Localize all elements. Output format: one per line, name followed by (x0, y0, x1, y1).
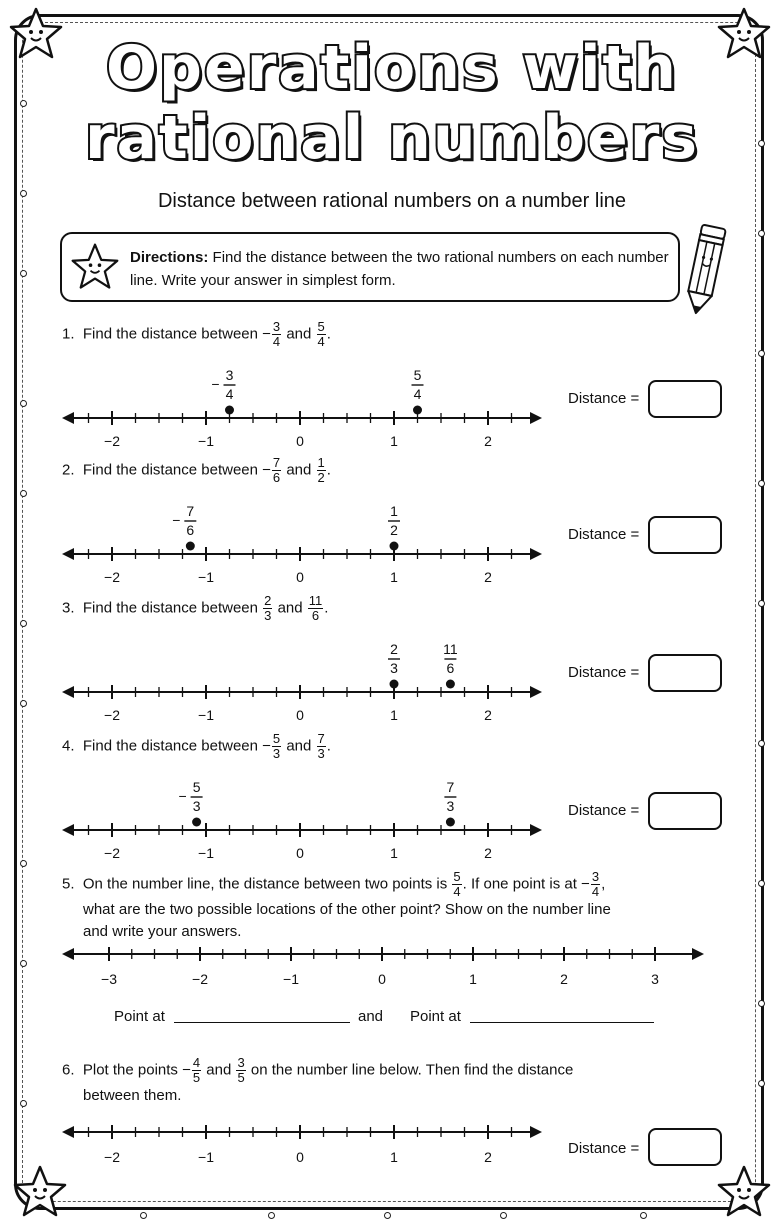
fraction-denominator: 4 (272, 334, 281, 349)
border-dot (758, 350, 765, 357)
point-at-label-2: Point at (410, 1008, 461, 1025)
tick-label: 2 (560, 971, 568, 987)
fraction-denominator: 2 (317, 470, 325, 485)
tick-label: −2 (192, 971, 208, 987)
fraction-a (263, 594, 272, 623)
point-label (443, 641, 458, 676)
problem-6-line2: between them. (83, 1087, 182, 1104)
border-dot (384, 1212, 391, 1219)
tick-label: 2 (484, 707, 492, 723)
tick-label: −2 (104, 707, 120, 723)
point-label (179, 779, 203, 814)
distance-label: Distance = (568, 526, 640, 543)
point-label-denominator: 3 (446, 798, 455, 814)
fraction-numerator: 5 (453, 869, 461, 884)
tick-label: −3 (101, 971, 117, 987)
border-dot (20, 1100, 27, 1107)
tick-label: 2 (484, 433, 492, 449)
problem-5-text2: . If one point is at − (462, 875, 590, 893)
point-label-sign: − (172, 512, 181, 528)
border-dot (758, 230, 765, 237)
tick-label: −1 (198, 707, 214, 723)
tick-label: −2 (104, 845, 120, 861)
page-title-line1: Operations with (106, 33, 678, 103)
fraction-denominator: 5 (192, 1070, 201, 1085)
arrow-right-icon (692, 948, 704, 960)
fraction-denominator: 5 (237, 1070, 245, 1085)
problem-5-text (62, 870, 682, 943)
page-title-line2: rational numbers (84, 103, 700, 173)
tick-label: 1 (390, 845, 398, 861)
point-label (388, 503, 400, 538)
plotted-point (192, 818, 201, 827)
directions-text (130, 246, 670, 292)
point-at-label-1: Point at (114, 1008, 165, 1025)
fraction-numerator: 1 (317, 455, 325, 470)
and-word: and (286, 461, 312, 479)
border-dot (758, 1000, 765, 1007)
tick-label: 0 (378, 971, 386, 987)
plotted-point (413, 406, 422, 415)
point-label-numerator: 3 (225, 367, 234, 383)
fraction-a (272, 456, 281, 485)
tick-label: 0 (296, 1149, 304, 1165)
tick-label: 1 (390, 1149, 398, 1165)
tick-label: 2 (484, 1149, 492, 1165)
point-label-numerator: 1 (390, 503, 398, 519)
problem-end: . (326, 325, 331, 343)
tick-label: −1 (198, 1149, 214, 1165)
fraction-b (317, 732, 326, 761)
plotted-point (225, 406, 234, 415)
border-dot (500, 1212, 507, 1219)
problem-5-line3: and write your answers. (83, 923, 242, 940)
problem-5-text3: , (601, 875, 606, 893)
point-label-numerator: 7 (446, 779, 455, 795)
tick-label: 0 (296, 707, 304, 723)
plotted-point (390, 680, 399, 689)
fraction-denominator: 6 (311, 608, 320, 623)
tick-label: 0 (296, 433, 304, 449)
problem-6-text (62, 1056, 682, 1107)
point-label-numerator: 11 (443, 641, 458, 657)
fraction-denominator: 4 (317, 334, 325, 349)
tick-label: −2 (104, 433, 120, 449)
point-label-denominator: 3 (390, 660, 398, 676)
fraction-denominator: 4 (453, 884, 461, 899)
fraction-a (272, 732, 281, 761)
point-label-numerator: 5 (192, 779, 201, 795)
tick-label: 2 (484, 569, 492, 585)
directions-label: Directions: (130, 249, 209, 266)
border-dot (758, 880, 765, 887)
fraction-numerator: 3 (272, 319, 281, 334)
distance-answer-box[interactable] (648, 1128, 722, 1166)
problem-6-text3: on the number line below. Then find the distance (250, 1061, 574, 1079)
fraction-denominator: 3 (317, 746, 325, 761)
tick-label: −2 (104, 1149, 120, 1165)
fraction-numerator: 5 (272, 731, 281, 746)
arrow-right-icon (530, 686, 542, 698)
problem-4-text (62, 732, 331, 761)
point-label-sign: − (211, 376, 220, 392)
arrow-right-icon (530, 412, 542, 424)
problem-6-fraction2 (236, 1056, 245, 1085)
and-word: and (286, 325, 312, 343)
page-subtitle: Distance between rational numbers on a number line (157, 190, 627, 212)
problem-6-text2: and (206, 1061, 232, 1079)
problem-number: 3. (62, 599, 75, 617)
point-label-denominator: 3 (192, 798, 201, 814)
problem-prefix: Find the distance between (82, 325, 258, 343)
border-dot (758, 480, 765, 487)
distance-label: Distance = (568, 1140, 640, 1157)
border-dot (758, 740, 765, 747)
border-dot (758, 1080, 765, 1087)
sign-a: − (262, 461, 271, 479)
border-dot (758, 140, 765, 147)
point-label-denominator: 6 (446, 660, 455, 676)
fraction-numerator: 7 (317, 731, 325, 746)
sign-a: − (262, 325, 271, 343)
distance-label: Distance = (568, 802, 640, 819)
problem-5-text1: On the number line, the distance between two points is (82, 875, 448, 893)
border-dot (640, 1212, 647, 1219)
point-label-denominator: 4 (225, 386, 234, 402)
point-label (412, 367, 424, 402)
fraction-numerator: 11 (308, 593, 323, 608)
fraction-b (317, 456, 326, 485)
border-dot (20, 400, 27, 407)
point-label (388, 641, 400, 676)
distance-label: Distance = (568, 390, 640, 407)
pencil-icon (680, 222, 730, 318)
arrow-left-icon (62, 824, 74, 836)
point-label-denominator: 4 (413, 386, 422, 402)
problem-5-fraction2 (591, 870, 600, 899)
fraction-denominator: 4 (591, 884, 600, 899)
arrow-right-icon (530, 1126, 542, 1138)
problem-number: 2. (62, 461, 75, 479)
star-icon (716, 1164, 772, 1220)
problem-5-fraction1 (452, 870, 461, 899)
and-label: and (358, 1008, 384, 1025)
problem-5-number: 5. (62, 875, 75, 893)
border-dot (20, 190, 27, 197)
fraction-b (308, 594, 324, 623)
fraction-numerator: 5 (317, 319, 325, 334)
border-dot (20, 490, 27, 497)
tick-label: −1 (198, 569, 214, 585)
fraction-numerator: 7 (272, 455, 281, 470)
problem-6-text1: Plot the points − (82, 1061, 191, 1079)
sign-a: − (262, 737, 271, 755)
tick-label: −1 (198, 433, 214, 449)
and-word: and (277, 599, 303, 617)
tick-label: −1 (283, 971, 299, 987)
fraction-numerator: 3 (237, 1055, 245, 1070)
problem-5-line2: what are the two possible locations of the other point? Show on the number line (83, 901, 611, 918)
point-label-sign: − (178, 788, 187, 804)
point-label (444, 779, 456, 814)
fraction-b (317, 320, 326, 349)
problem-number: 4. (62, 737, 75, 755)
problem-end: . (326, 461, 331, 479)
fraction-denominator: 3 (272, 746, 281, 761)
star-icon (12, 1164, 68, 1220)
border-dot (20, 700, 27, 707)
tick-label: 1 (469, 971, 477, 987)
star-icon (70, 242, 120, 292)
border-dot (20, 620, 27, 627)
tick-label: 1 (390, 569, 398, 585)
number-line-5[interactable] (0, 940, 784, 990)
problem-number: 1. (62, 325, 75, 343)
fraction-a (272, 320, 281, 349)
tick-label: 1 (390, 707, 398, 723)
problem-prefix: Find the distance between (82, 737, 258, 755)
point-label-numerator: 5 (413, 367, 422, 383)
fraction-numerator: 2 (264, 593, 272, 608)
arrow-left-icon (62, 548, 74, 560)
plotted-point (186, 542, 195, 551)
border-dot (20, 960, 27, 967)
border-dot (20, 270, 27, 277)
tick-label: −2 (104, 569, 120, 585)
plotted-point (446, 818, 455, 827)
tick-label: 1 (390, 433, 398, 449)
problem-prefix: Find the distance between (82, 461, 258, 479)
distance-answer-box[interactable] (648, 792, 722, 830)
arrow-left-icon (62, 412, 74, 424)
distance-answer-box[interactable] (648, 380, 722, 418)
border-dot (20, 100, 27, 107)
border-dot (758, 600, 765, 607)
problem-3-text (62, 594, 328, 623)
arrow-right-icon (530, 548, 542, 560)
answer-line-2[interactable] (470, 1022, 654, 1023)
arrow-left-icon (62, 686, 74, 698)
border-dot (20, 860, 27, 867)
arrow-right-icon (530, 824, 542, 836)
point-label (211, 367, 235, 402)
plotted-point (446, 680, 455, 689)
distance-answer-box[interactable] (648, 654, 722, 692)
answer-line-1[interactable] (174, 1022, 350, 1023)
tick-label: 0 (296, 569, 304, 585)
directions-body: Find the distance between the two rational numbers on each number line. Write your answer in simplest form. (130, 249, 669, 289)
problem-end: . (324, 599, 329, 617)
plotted-point (390, 542, 399, 551)
tick-label: 0 (296, 845, 304, 861)
problem-end: . (326, 737, 331, 755)
directions-box (60, 232, 680, 302)
tick-label: −1 (198, 845, 214, 861)
point-label-denominator: 6 (186, 522, 195, 538)
point-label-denominator: 2 (390, 522, 398, 538)
point-label (172, 503, 196, 538)
problem-2-text (62, 456, 331, 485)
distance-label: Distance = (568, 664, 640, 681)
problem-prefix: Find the distance between (82, 599, 258, 617)
problem-6-fraction1 (192, 1056, 201, 1085)
point-label-numerator: 7 (186, 503, 195, 519)
border-dot (140, 1212, 147, 1219)
problem-6-number: 6. (62, 1061, 75, 1079)
fraction-denominator: 6 (272, 470, 281, 485)
fraction-numerator: 4 (192, 1055, 201, 1070)
and-word: and (286, 737, 312, 755)
problem-1-text (62, 320, 331, 349)
fraction-denominator: 3 (264, 608, 272, 623)
border-dot (268, 1212, 275, 1219)
point-label-numerator: 2 (390, 641, 398, 657)
distance-answer-box[interactable] (648, 516, 722, 554)
tick-label: 2 (484, 845, 492, 861)
tick-label: 3 (651, 971, 659, 987)
arrow-left-icon (62, 948, 74, 960)
fraction-numerator: 3 (591, 869, 600, 884)
arrow-left-icon (62, 1126, 74, 1138)
